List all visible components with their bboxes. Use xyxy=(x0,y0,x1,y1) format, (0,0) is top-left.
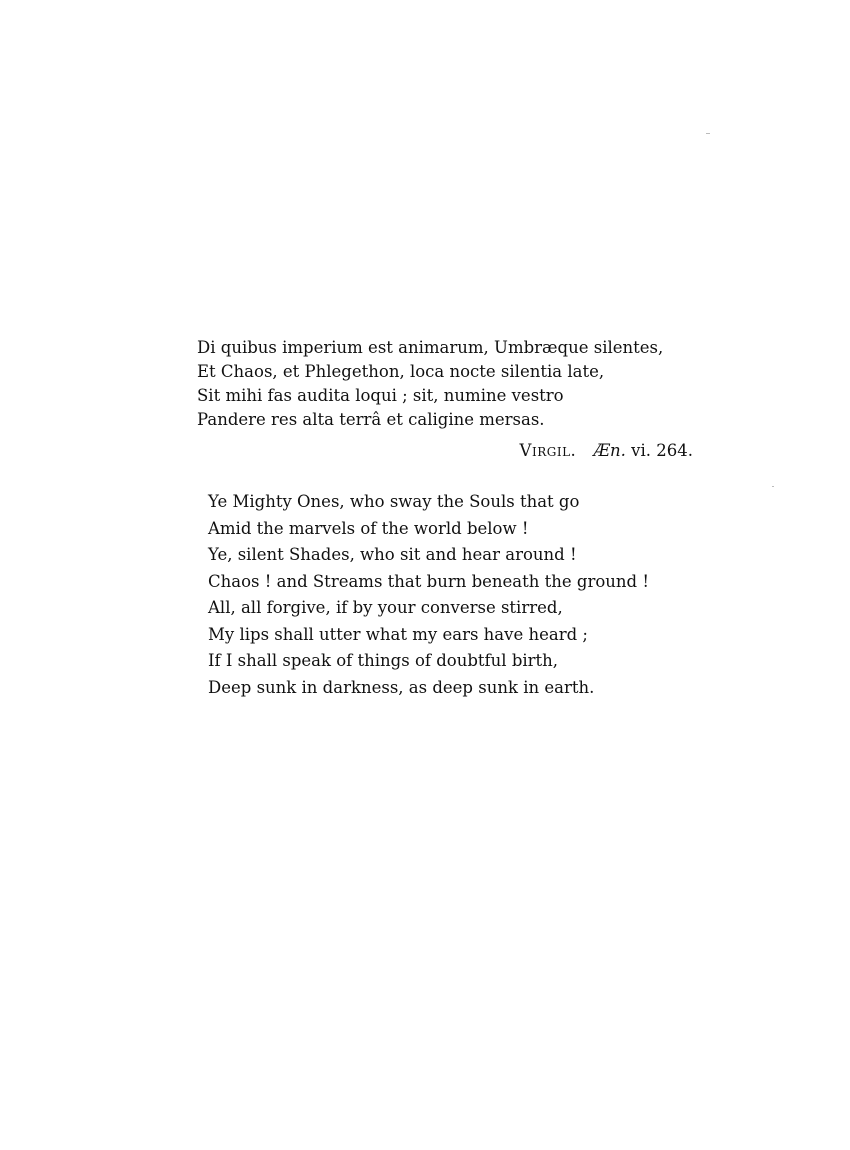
translation-line: Amid the marvels of the world below ! xyxy=(208,518,529,538)
translation-line: Ye Mighty Ones, who sway the Souls that go xyxy=(208,492,580,511)
translation-line: All, all forgive, if by your converse stirred, xyxy=(208,598,563,617)
translation-line: Deep sunk in darkness, as deep sunk in earth. xyxy=(208,677,595,697)
english-translation xyxy=(208,489,688,701)
translation-line: Ye, silent Shades, who sit and hear around ! xyxy=(208,545,577,564)
epigraph-line: Pandere res alta terrâ et caligine mersas. xyxy=(197,410,545,429)
scan-speck xyxy=(706,133,710,134)
latin-epigraph xyxy=(197,336,697,432)
scan-speck xyxy=(772,486,774,487)
citation-author: Virgil. xyxy=(519,441,577,460)
translation-line: If I shall speak of things of doubtful birth, xyxy=(208,651,559,670)
epigraph-citation xyxy=(520,439,693,463)
epigraph-line: Di quibus imperium est animarum, Umbræque silentes, xyxy=(197,338,664,357)
epigraph-line: Sit mihi fas audita loqui ; sit, numine vestro xyxy=(197,386,564,405)
translation-line: My lips shall utter what my ears have heard ; xyxy=(208,624,588,644)
citation-work: Æn. xyxy=(593,441,626,460)
epigraph-line: Et Chaos, et Phlegethon, loca nocte silentia late, xyxy=(197,362,605,381)
translation-line: Chaos ! and Streams that burn beneath the ground ! xyxy=(208,571,649,591)
citation-reference: vi. 264. xyxy=(631,441,693,460)
